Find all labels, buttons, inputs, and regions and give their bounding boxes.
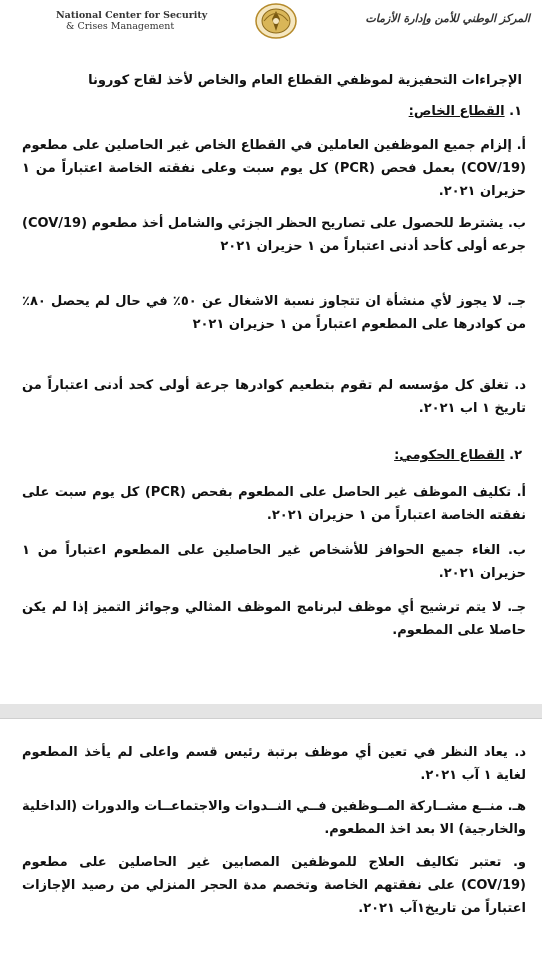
paragraph-1d: د. تغلق كل مؤسسه لم تقوم بتطعيم كوادرها جرعة أولى كحد أدنى اعتباراً من تاريخ ١ اب ٢٠٢١. (22, 378, 526, 416)
paragraph-2d: د. يعاد النظر في تعين أي موظف برتبة رئيس قسم واعلى لم يأخذ المطعوم لغاية ١ آب ٢٠٢١. (22, 745, 526, 783)
paragraph-2a: أ. تكليف الموظف غير الحاصل على المطعوم بفحص (PCR) كل يوم سبت على نفقته الخاصة اعتباراً من ١ حزيران ٢٠٢١. (22, 485, 526, 523)
emblem-icon (254, 2, 298, 40)
letterhead-arabic: المركز الوطني للأمن وإدارة الأزمات (365, 12, 530, 25)
paragraph-1b: ب. يشترط للحصول على تصاريح الحظر الجزئي والشامل أخذ مطعوم (COV/19) جرعه أولى كأحد أدنى اعتباراً من ١ حزيران ٢٠٢١ (22, 216, 526, 254)
paragraph-2b: ب. الغاء جميع الحوافز للأشخاص غير الحاصلين على المطعوم اعتباراً من ١ حزيران ٢٠٢١. (22, 543, 526, 581)
section-1-number: ١. (509, 104, 522, 119)
letterhead-en-line1: National Center for Security (56, 10, 208, 21)
letterhead-english (56, 10, 236, 32)
paragraph-1c: جـ. لا يجوز لأي منشأة ان تتجاوز نسبة الاشغال عن ٥٠٪ في حال لم يحصل ٨٠٪ من كوادرها على المطعوم اعتباراً من ١ حزيران ٢٠٢١ (22, 294, 526, 332)
paragraph-1a: أ. إلزام جميع الموظفين العاملين في القطاع الخاص غير الحاصلين على مطعوم (COV/19) بعمل فحص (PCR) كل يوم سبت وعلى نفقته الخاصة اعتباراً من ١ حزيران ٢٠٢١. (22, 138, 526, 199)
section-1-title: القطاع الخاص: (408, 104, 505, 119)
document-title: الإجراءات التحفيزية لموظفي القطاع العام والخاص لأخذ لقاح كورونا (88, 73, 522, 88)
section-2-heading (394, 448, 522, 463)
section-2-title: القطاع الحكومي: (394, 448, 505, 463)
document-page-2 (0, 718, 542, 955)
page-separator (0, 704, 542, 718)
section-2-number: ٢. (509, 448, 522, 463)
paragraph-2c: جـ. لا يتم ترشيح أي موظف لبرنامج الموظف المثالي وجوائز التميز إذا لم يكن حاصلا على المطعوم. (22, 600, 526, 638)
paragraph-2e: هـ. منــع مشــاركة المــوظفين فــي النــدوات والاجتماعــات والدورات (الداخلية والخارجية) الا بعد اخذ المطعوم. (22, 799, 526, 837)
paragraph-2f: و. تعتبر تكاليف العلاج للموظفين المصابين غير الحاصلين على مطعوم (COV/19) على نفقتهم الخاصة وتخصم مدة الحجر المنزلي من رصيد الإجازات اعتباراً من تاريخ١آب ٢٠٢١. (22, 855, 526, 916)
letterhead-en-line2: & Crises Management (66, 21, 175, 32)
section-1-heading (409, 104, 522, 119)
letterhead (0, 0, 542, 44)
